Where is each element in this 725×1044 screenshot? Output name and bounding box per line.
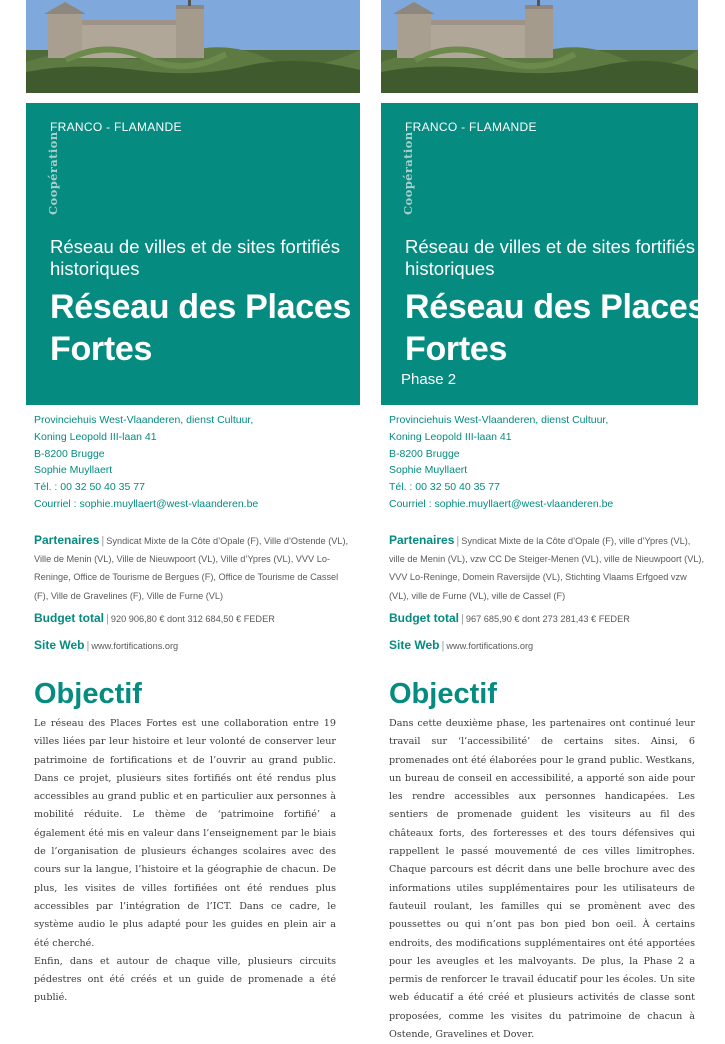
partners-label: Partenaires <box>389 533 455 547</box>
contact-block <box>389 412 709 513</box>
vertical-category-label: Coopération <box>46 131 60 215</box>
website-block <box>34 636 352 655</box>
partners-label: Partenaires <box>34 533 100 547</box>
contact-line: Tél. : 00 32 50 40 35 77 <box>34 481 145 494</box>
contact-email[interactable]: Courriel : sophie.muyllaert@west-vlaanderen.be <box>34 497 259 510</box>
website-block <box>389 636 707 655</box>
kicker-label: FRANCO - FLAMANDE <box>405 120 537 134</box>
project-card-phase-1 <box>26 0 360 1024</box>
budget-label: Budget total <box>389 611 459 625</box>
website-label: Site Web <box>34 638 85 652</box>
separator: | <box>461 613 464 625</box>
title-banner <box>381 103 707 405</box>
castle-photo <box>381 0 698 93</box>
contact-line: B-8200 Brugge <box>389 447 460 460</box>
project-subtitle: Réseau de villes et de sites fortifiés historiques <box>405 236 695 279</box>
contact-line: Koning Leopold III-laan 41 <box>34 430 157 443</box>
project-title: Réseau des Places Fortes <box>405 288 707 368</box>
contact-line: Sophie Muyllaert <box>389 464 468 477</box>
contact-block <box>34 412 354 513</box>
partners-block <box>389 531 707 605</box>
project-subtitle: Réseau de villes et de sites fortifiés historiques <box>50 236 340 279</box>
contact-line: Koning Leopold III-laan 41 <box>389 430 512 443</box>
contact-line: Sophie Muyllaert <box>34 464 113 477</box>
contact-line: Provinciehuis West-Vlaanderen, dienst Cultuur, <box>389 414 609 426</box>
title-banner <box>26 103 360 405</box>
partners-block <box>34 531 352 605</box>
objective-body <box>389 715 695 1044</box>
website-link[interactable]: www.fortifications.org <box>446 641 534 651</box>
objective-body <box>34 715 336 1008</box>
contact-email[interactable]: Courriel : sophie.muyllaert@west-vlaanderen.be <box>389 497 614 510</box>
budget-block <box>389 609 707 628</box>
objective-heading: Objectif <box>389 678 497 710</box>
contact-line: Provinciehuis West-Vlaanderen, dienst Cultuur, <box>34 414 254 426</box>
contact-line: B-8200 Brugge <box>34 447 105 460</box>
budget-text: 967 685,90 € dont 273 281,43 € FEDER <box>465 614 630 624</box>
kicker-label: FRANCO - FLAMANDE <box>50 120 182 134</box>
partners-text: Syndicat Mixte de la Côte d’Opale (F), Ville d’Ostende (VL), Ville de Menin (VL), Ville de Nieuwpoort (VL), Ville d’Ypres (VL), VVV Lo-Reninge, Office de Tourisme de Bergues (F), Office de Tourisme de Cassel (F), Ville de Gravelines (F), Ville de Furne (VL) <box>34 536 349 601</box>
castle-photo <box>26 0 360 93</box>
website-link[interactable]: www.fortifications.org <box>91 641 179 651</box>
project-card-phase-2 <box>381 0 707 1041</box>
budget-block <box>34 609 352 628</box>
phase-label: Phase 2 <box>401 371 457 388</box>
separator: | <box>86 640 90 652</box>
objective-paragraph: Dans cette deuxième phase, les partenaires ont continué leur travail sur ‘l’accessibilité’ de certains sites. Ainsi, 6 promenades ont été élaborées pour le grand public. Westkans, un bureau de conseil en accessibilité, a apporté son aide pour les rendre accessibles aux personnes handicapées. Les sentiers de promenade guident les visiteurs au fil des châteaux forts, des forteresses et des tours défensives qui rappellent le passé mouvementé de ces villes limitrophes. Chaque parcours est décrit dans une belle brochure avec des informations utiles supplémentaires pour les utilisateurs de fauteuil roulant, les familles qui se promènent avec des poussettes ou qui n’ont pas bon pied bon oeil. À certains endroits, des modifications supplémentaires ont été apportées pour les aveugles et les malvoyants. De plus, la Phase 2 a permis de renforcer le travail éducatif pour les écoles. Un site web éducatif a été créé et plusieurs activités de classe sont proposées, comme les visites du patrimoine de chacun à Ostende, Gravelines et Dover. <box>389 718 695 1041</box>
contact-line: Tél. : 00 32 50 40 35 77 <box>389 481 500 494</box>
objective-paragraph: Enfin, dans et autour de chaque ville, plusieurs circuits pédestres ont été créés et un guide de promenade a été publié. <box>34 955 336 1004</box>
separator: | <box>101 535 105 547</box>
vertical-category-label: Coopération <box>401 131 415 215</box>
project-title: Réseau des Places Fortes <box>50 288 352 368</box>
separator: | <box>441 640 445 652</box>
separator: | <box>456 535 460 547</box>
website-label: Site Web <box>389 638 440 652</box>
budget-text: 920 906,80 € dont 312 684,50 € FEDER <box>110 614 275 624</box>
budget-label: Budget total <box>34 611 104 625</box>
objective-paragraph: Le réseau des Places Fortes est une collaboration entre 19 villes liées par leur histoire et leur volonté de conserver leur patrimoine de fortifications et de l’ouvrir au grand public. Dans ce projet, plusieurs sites fortifiés ont été rendus plus accessibles au grand public et en particulier aux personnes à mobilité réduite. Le thème de ‘patrimoine fortifié’ a également été mis en valeur dans l’enseignement par le biais de l’organisation de plusieurs échanges scolaires avec des cours sur la langue, l’histoire et la géographie de chacun. De plus, les visites de villes fortifiées ont été rendues plus accessibles par l’intégration de l’ICT. Dans ce cadre, le système audio le plus adapté pour les guides en plein air a été cherché. <box>34 718 336 949</box>
objective-heading: Objectif <box>34 678 142 710</box>
separator: | <box>106 613 109 625</box>
partners-text: Syndicat Mixte de la Côte d’Opale (F), ville d’Ypres (VL), ville de Menin (VL), vzw CC De Steiger-Menen (VL), ville de Nieuwpoort (VL), VVV Lo-Reninge, Domein Raversijde (VL), Stichting Vlaams Erfgoed vzw (VL), ville de Furne (VL), ville de Cassel (F) <box>389 536 705 601</box>
